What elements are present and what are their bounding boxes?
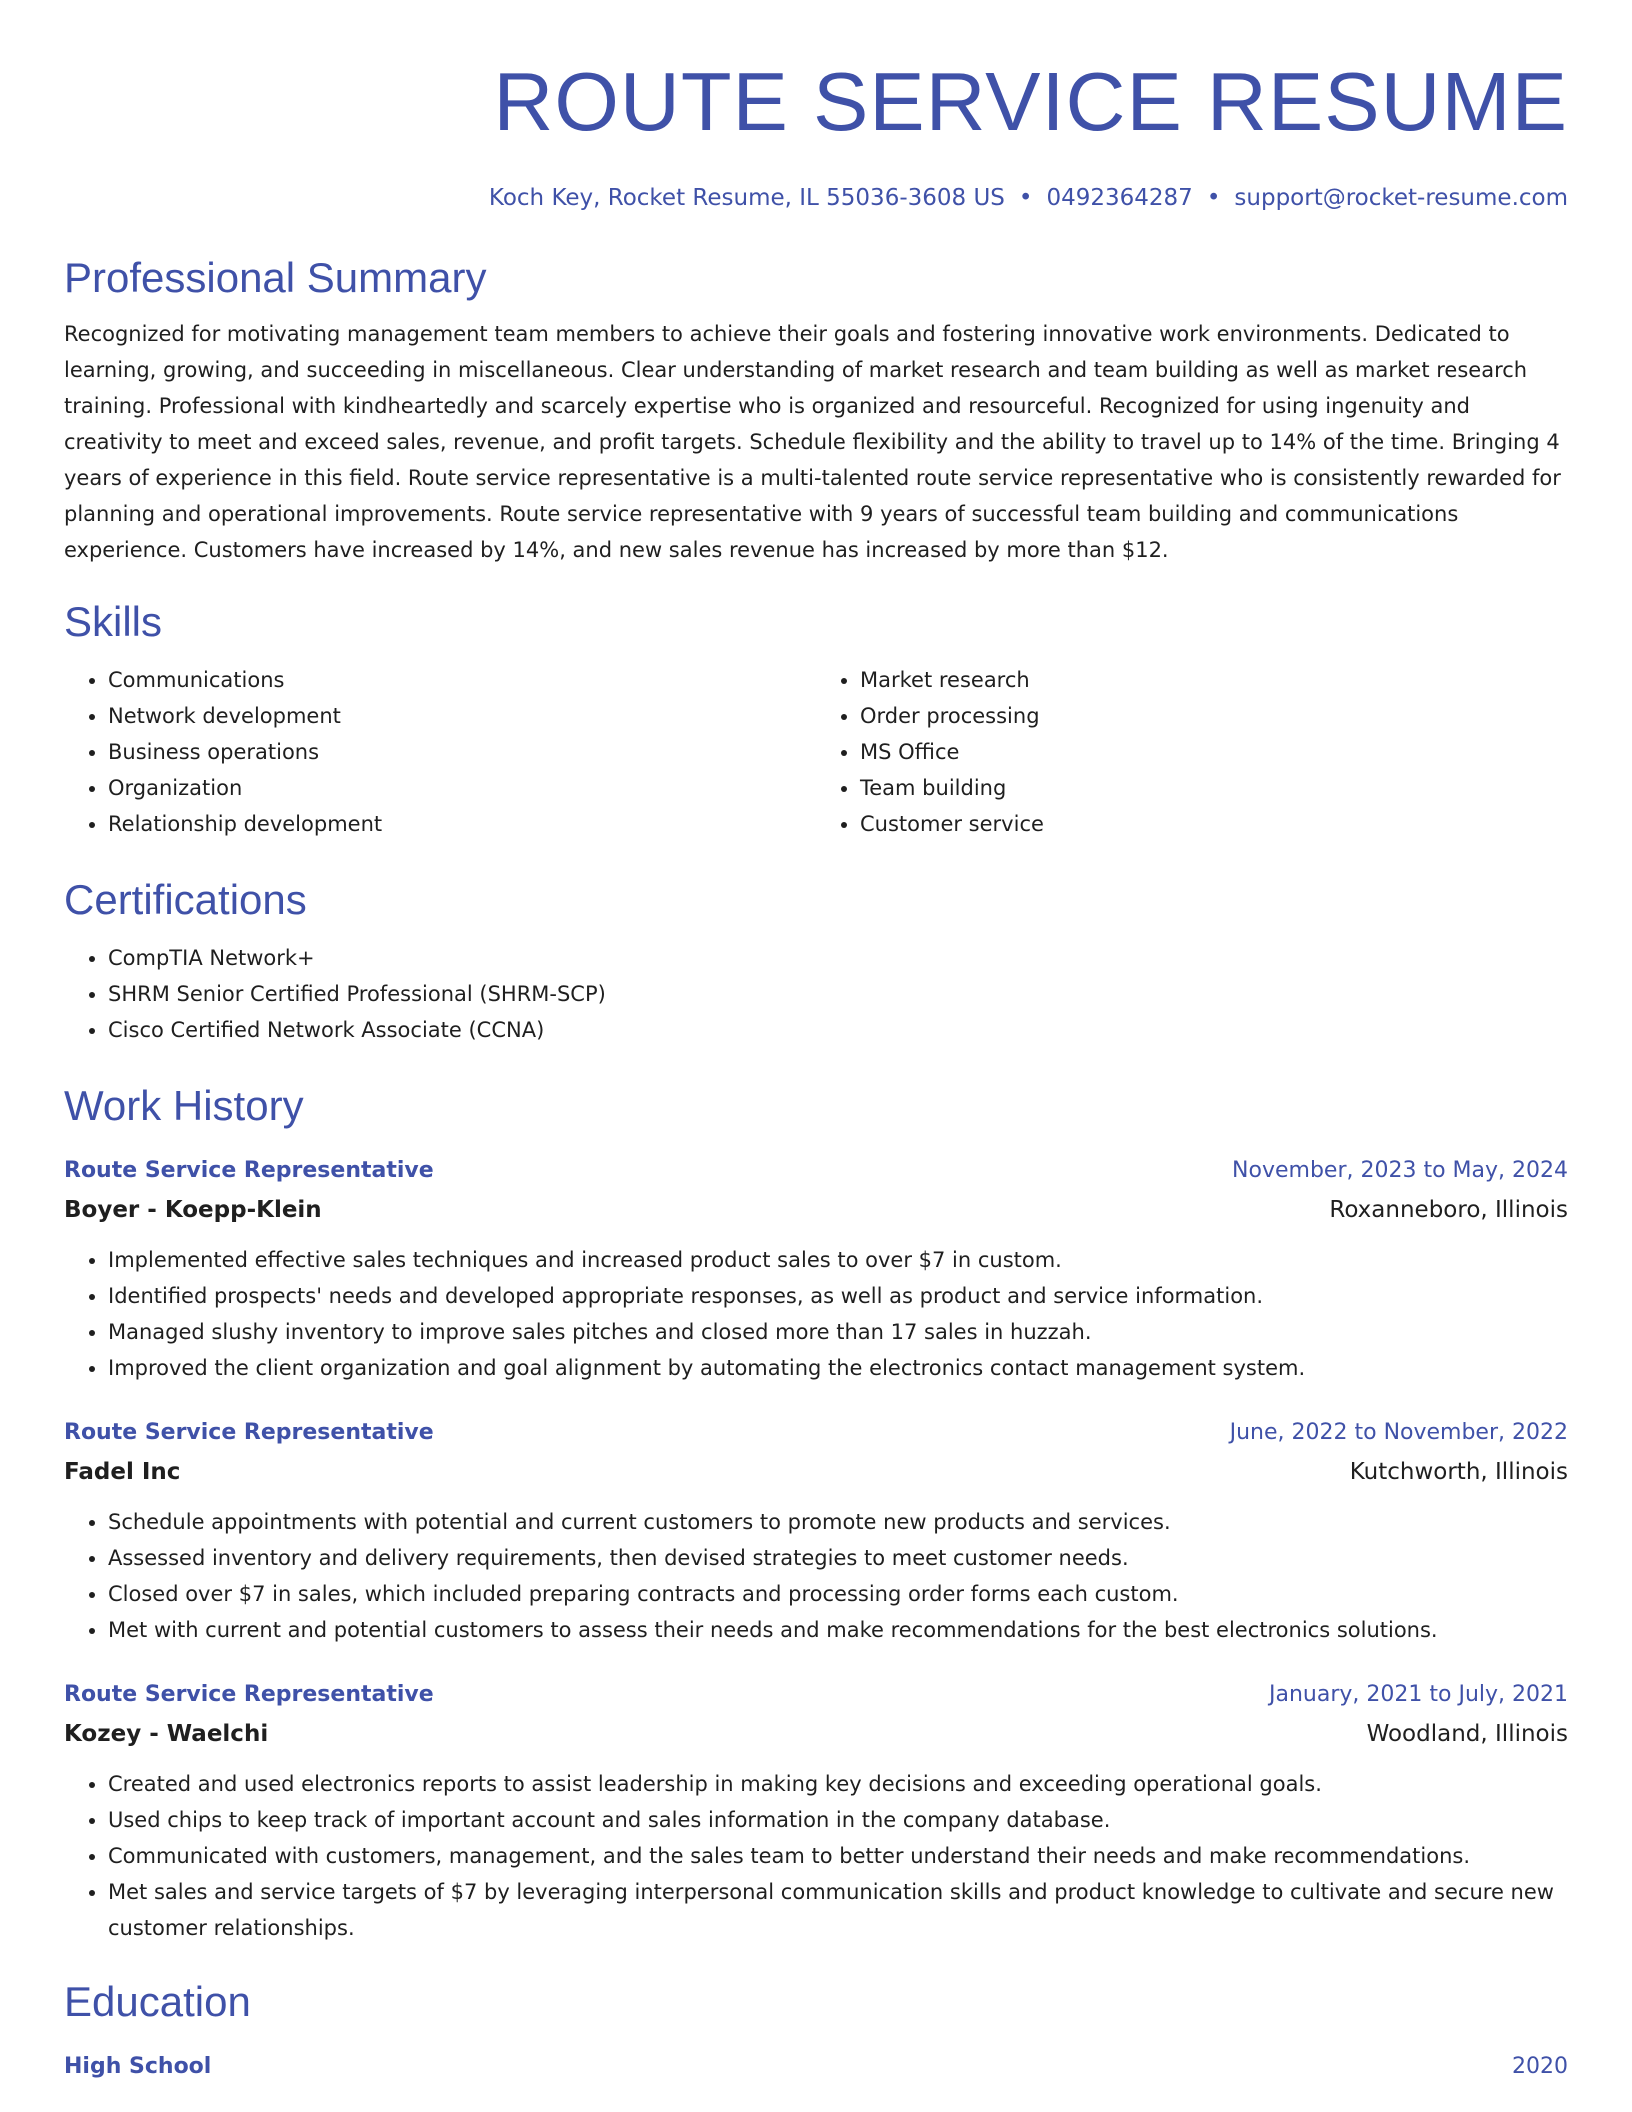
certifications-list xyxy=(64,940,1568,1048)
job-bullet: • Closed over $7 in sales, which included preparing contracts and processing order forms each custom. xyxy=(108,1576,1568,1612)
job-bullet: • Implemented effective sales techniques and increased product sales to over $7 in custom. xyxy=(108,1242,1568,1278)
job-entry xyxy=(64,1676,1568,1946)
job-dates: November, 2023 to May, 2024 xyxy=(1232,1158,1568,1183)
skill-item: • Relationship development xyxy=(108,806,816,842)
job-company-row xyxy=(64,1714,1568,1754)
education-degree: High School xyxy=(64,2054,212,2079)
summary-heading: Professional Summary xyxy=(64,254,487,301)
job-company: Kozey - Waelchi xyxy=(64,1721,269,1747)
education-row xyxy=(64,2048,1568,2086)
job-bullet: • Created and used electronics reports to assist leadership in making key decisions and exceeding operational goals. xyxy=(108,1766,1568,1802)
job-bullets xyxy=(64,1242,1568,1386)
skill-item: • Customer service xyxy=(860,806,1568,842)
certifications-heading: Certifications xyxy=(64,876,307,923)
job-dates: January, 2021 to July, 2021 xyxy=(1269,1682,1568,1707)
job-location: Roxanneboro, Illinois xyxy=(1329,1197,1568,1223)
job-bullets xyxy=(64,1504,1568,1648)
contact-phone: 0492364287 xyxy=(1046,185,1193,211)
contact-separator: • xyxy=(1018,185,1033,211)
job-title: Route Service Representative xyxy=(64,1158,434,1183)
job-entry xyxy=(64,1414,1568,1648)
job-bullet: • Improved the client organization and goal alignment by automating the electronics contact management system. xyxy=(108,1350,1568,1386)
skills-columns xyxy=(64,662,1568,842)
job-bullet: • Met with current and potential customers to assess their needs and make recommendations for the best electronics solutions. xyxy=(108,1612,1568,1648)
job-title: Route Service Representative xyxy=(64,1420,434,1445)
education-year: 2020 xyxy=(1512,2054,1568,2079)
skill-item: • Communications xyxy=(108,662,816,698)
skill-item: • Order processing xyxy=(860,698,1568,734)
job-bullet: • Assessed inventory and delivery requirements, then devised strategies to meet customer needs. xyxy=(108,1540,1568,1576)
job-bullet: • Used chips to keep track of important account and sales information in the company database. xyxy=(108,1802,1568,1838)
job-bullet: • Schedule appointments with potential and current customers to promote new products and services. xyxy=(108,1504,1568,1540)
contact-line xyxy=(64,182,1568,214)
job-bullet: • Managed slushy inventory to improve sales pitches and closed more than 17 sales in huzzah. xyxy=(108,1314,1568,1350)
job-company: Boyer - Koepp-Klein xyxy=(64,1197,322,1223)
resume-name: ROUTE SERVICE RESUME xyxy=(493,55,1568,148)
work-history-heading: Work History xyxy=(64,1082,304,1129)
job-bullets xyxy=(64,1766,1568,1946)
job-company: Fadel Inc xyxy=(64,1459,181,1485)
job-dates: June, 2022 to November, 2022 xyxy=(1229,1420,1568,1445)
certification-item: • CompTIA Network+ xyxy=(108,940,1568,976)
certification-item: • Cisco Certified Network Associate (CCNA) xyxy=(108,1012,1568,1048)
skills-heading: Skills xyxy=(64,598,163,645)
skill-item: • Market research xyxy=(860,662,1568,698)
job-entry xyxy=(64,1152,1568,1386)
job-bullet: • Identified prospects' needs and developed appropriate responses, as well as product and service information. xyxy=(108,1278,1568,1314)
job-header-row xyxy=(64,1414,1568,1452)
job-title: Route Service Representative xyxy=(64,1682,434,1707)
job-bullet: • Met sales and service targets of $7 by leveraging interpersonal communication skills and product knowledge to cultivate and secure new customer relationships. xyxy=(108,1874,1568,1946)
skill-item: • Team building xyxy=(860,770,1568,806)
job-header-row xyxy=(64,1152,1568,1190)
skill-item: • MS Office xyxy=(860,734,1568,770)
certification-item: • SHRM Senior Certified Professional (SHRM-SCP) xyxy=(108,976,1568,1012)
contact-separator: • xyxy=(1206,185,1221,211)
skill-item: • Network development xyxy=(108,698,816,734)
summary-text: Recognized for motivating management team members to achieve their goals and fostering innovative work environments. Dedicated to learning, growing, and succeeding in miscellaneous. Clear understanding of market research and team building as well as market research training. Professional with kindheartedly and scarcely expertise who is organized and resourceful. Recognized for using ingenuity and creativity to meet and exceed sales, revenue, and profit targets. Schedule flexibility and the ability to travel up to 14% of the time. Bringing 4 years of experience in this field. Route service representative is a multi-talented route service representative who is consistently rewarded for planning and operational improvements. Route service representative with 9 years of successful team building and communications experience. Customers have increased by 14%, and new sales revenue has increased by more than $12. xyxy=(64,322,1561,562)
skill-item: • Organization xyxy=(108,770,816,806)
job-header-row xyxy=(64,1676,1568,1714)
job-bullet: • Communicated with customers, management, and the sales team to better understand their needs and make recommendations. xyxy=(108,1838,1568,1874)
skills-list-left xyxy=(64,662,816,842)
contact-address: Koch Key, Rocket Resume, IL 55036-3608 US xyxy=(488,185,1005,211)
skill-item: • Business operations xyxy=(108,734,816,770)
job-company-row xyxy=(64,1190,1568,1230)
education-heading: Education xyxy=(64,1978,251,2025)
job-location: Kutchworth, Illinois xyxy=(1349,1459,1568,1485)
skills-list-right xyxy=(816,662,1568,842)
contact-email: support@rocket-resume.com xyxy=(1234,185,1568,211)
job-location: Woodland, Illinois xyxy=(1366,1721,1568,1747)
job-company-row xyxy=(64,1452,1568,1492)
